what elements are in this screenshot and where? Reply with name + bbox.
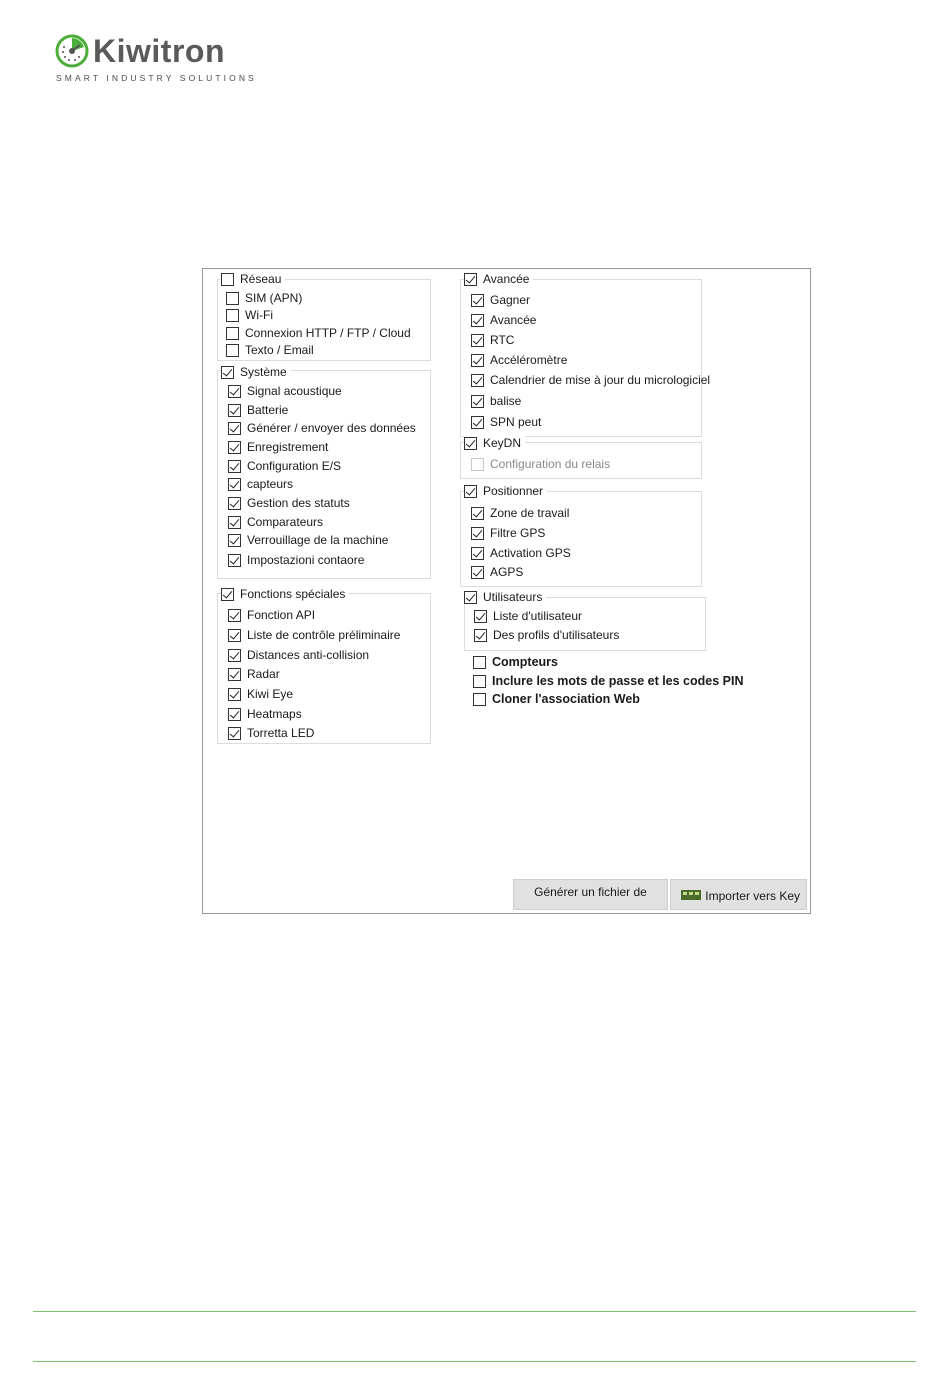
group-utilisateurs — [464, 597, 706, 651]
checkbox[interactable] — [471, 547, 484, 560]
option-inclure-mots-de-passe[interactable] — [473, 674, 744, 688]
import-to-key-button[interactable] — [670, 879, 807, 910]
option-avancee[interactable] — [471, 313, 536, 327]
option-label: Des profils d'utilisateurs — [493, 628, 620, 642]
checkbox[interactable] — [228, 554, 241, 567]
group-fonctions-header[interactable] — [221, 587, 349, 601]
option-kiwi-eye[interactable] — [228, 687, 293, 701]
checkbox[interactable] — [226, 344, 239, 357]
checkbox[interactable] — [471, 354, 484, 367]
option-fonction-api[interactable] — [228, 608, 315, 622]
option-torretta[interactable] — [228, 726, 314, 740]
option-compteurs[interactable] — [473, 655, 558, 669]
checkbox[interactable] — [471, 566, 484, 579]
option-enregistrement[interactable] — [228, 440, 328, 454]
export-settings-window — [202, 268, 811, 914]
checkbox[interactable] — [471, 416, 484, 429]
option-config-relais — [471, 457, 610, 471]
fonctions-checkbox[interactable] — [221, 588, 234, 601]
option-profils-utilisateurs[interactable] — [474, 628, 619, 642]
avancee-label: Avancée — [483, 272, 530, 286]
option-label: Comparateurs — [247, 515, 324, 529]
checkbox[interactable] — [226, 292, 239, 305]
checkbox[interactable] — [228, 649, 241, 662]
group-systeme-header[interactable] — [221, 365, 291, 379]
generate-file-label: Générer un fichier de — [534, 885, 647, 899]
option-label: Kiwi Eye — [247, 687, 294, 701]
key-device-icon — [681, 889, 701, 901]
option-label: Configuration du relais — [490, 457, 611, 471]
option-liste-utilisateur[interactable] — [474, 609, 582, 623]
option-liste-controle[interactable] — [228, 628, 400, 642]
systeme-label: Système — [240, 365, 287, 379]
group-utilisateurs-header[interactable] — [464, 590, 546, 604]
option-label: SPN peut — [490, 415, 542, 429]
option-radar[interactable] — [228, 667, 280, 681]
option-label: Fonction API — [247, 608, 316, 622]
option-calendrier[interactable] — [471, 373, 710, 387]
option-label: Avancée — [490, 313, 537, 327]
option-label: Connexion HTTP / FTP / Cloud — [245, 326, 411, 340]
group-systeme — [217, 370, 431, 579]
checkbox[interactable] — [228, 404, 241, 417]
reseau-checkbox[interactable] — [221, 273, 234, 286]
group-reseau-header[interactable] — [221, 272, 285, 286]
group-positionner-header[interactable] — [464, 484, 547, 498]
checkbox[interactable] — [228, 497, 241, 510]
checkbox[interactable] — [228, 441, 241, 454]
option-config-es[interactable] — [228, 459, 341, 473]
checkbox[interactable] — [228, 534, 241, 547]
option-label: Calendrier de mise à jour du micrologiciel — [490, 373, 711, 387]
option-distances[interactable] — [228, 648, 369, 662]
option-label: Accéléromètre — [490, 353, 568, 367]
option-label: Gestion des statuts — [247, 496, 350, 510]
keydn-checkbox[interactable] — [464, 437, 477, 450]
keydn-label: KeyDN — [483, 436, 522, 450]
brand-name: Kiwitron — [93, 33, 225, 69]
option-label: Inclure les mots de passe et les codes PIN — [492, 674, 744, 688]
checkbox[interactable] — [226, 309, 239, 322]
checkbox[interactable] — [471, 527, 484, 540]
option-label: Texto / Email — [245, 343, 314, 357]
option-label: Activation GPS — [490, 546, 571, 560]
option-label: RTC — [490, 333, 515, 347]
checkbox[interactable] — [471, 334, 484, 347]
checkbox[interactable] — [228, 609, 241, 622]
checkbox[interactable] — [228, 460, 241, 473]
option-label: Liste de contrôle préliminaire — [247, 628, 401, 642]
kiwitron-logo — [55, 33, 255, 85]
footer-divider-top — [33, 1311, 916, 1312]
option-verrouillage[interactable] — [228, 533, 388, 547]
reseau-label: Réseau — [240, 272, 282, 286]
checkbox[interactable] — [228, 516, 241, 529]
option-label: Distances anti-collision — [247, 648, 370, 662]
option-heatmaps[interactable] — [228, 707, 302, 721]
group-avancee-header[interactable] — [464, 272, 533, 286]
checkbox[interactable] — [226, 327, 239, 340]
option-balise[interactable] — [471, 394, 521, 408]
checkbox[interactable] — [228, 385, 241, 398]
checkbox[interactable] — [471, 395, 484, 408]
option-label: Verrouillage de la machine — [247, 533, 389, 547]
option-label: balise — [490, 394, 522, 408]
kiwi-logo-icon — [55, 34, 89, 68]
checkbox — [471, 458, 484, 471]
option-filtre-gps[interactable] — [471, 526, 545, 540]
option-label: capteurs — [247, 477, 294, 491]
option-label: Heatmaps — [247, 707, 302, 721]
option-label: Liste d'utilisateur — [493, 609, 583, 623]
checkbox[interactable] — [228, 668, 241, 681]
checkbox[interactable] — [473, 656, 486, 669]
option-batterie[interactable] — [228, 403, 288, 417]
option-signal[interactable] — [228, 384, 342, 398]
positionner-checkbox[interactable] — [464, 485, 477, 498]
option-rtc[interactable] — [471, 333, 514, 347]
positionner-label: Positionner — [483, 484, 544, 498]
import-to-key-label: Importer vers Key — [705, 889, 800, 903]
option-label: Batterie — [247, 403, 289, 417]
option-label: Cloner l'association Web — [492, 692, 640, 706]
option-label: AGPS — [490, 565, 524, 579]
option-label: Configuration E/S — [247, 459, 342, 473]
option-label: Zone de travail — [490, 506, 570, 520]
option-label: Signal acoustique — [247, 384, 342, 398]
option-sim-apn[interactable] — [226, 291, 302, 305]
footer-divider-bottom — [33, 1361, 916, 1362]
checkbox[interactable] — [228, 727, 241, 740]
option-label: Torretta LED — [247, 726, 315, 740]
brand-tagline: SMART INDUSTRY SOLUTIONS — [56, 73, 257, 83]
group-keydn-header[interactable] — [464, 436, 525, 450]
checkbox[interactable] — [228, 422, 241, 435]
option-label: Impostazioni contaore — [247, 553, 365, 567]
option-activation-gps[interactable] — [471, 546, 571, 560]
checkbox[interactable] — [228, 708, 241, 721]
option-accelerometre[interactable] — [471, 353, 567, 367]
option-agps[interactable] — [471, 565, 523, 579]
option-cloner-association[interactable] — [473, 692, 640, 706]
generate-file-button[interactable] — [513, 879, 668, 910]
option-label: SIM (APN) — [245, 291, 303, 305]
checkbox[interactable] — [228, 478, 241, 491]
option-label: Wi-Fi — [245, 308, 273, 322]
option-label: Compteurs — [492, 655, 558, 669]
option-comparateurs[interactable] — [228, 515, 323, 529]
checkbox[interactable] — [471, 294, 484, 307]
option-spn-peut[interactable] — [471, 415, 541, 429]
option-zone-travail[interactable] — [471, 506, 569, 520]
utilisateurs-checkbox[interactable] — [464, 591, 477, 604]
checkbox[interactable] — [473, 693, 486, 706]
option-gestion-statuts[interactable] — [228, 496, 350, 510]
checkbox[interactable] — [471, 314, 484, 327]
option-impostazioni[interactable] — [228, 553, 364, 567]
checkbox[interactable] — [474, 610, 487, 623]
checkbox[interactable] — [228, 688, 241, 701]
option-label: Générer / envoyer des données — [247, 421, 416, 435]
utilisateurs-label: Utilisateurs — [483, 590, 543, 604]
checkbox[interactable] — [471, 374, 484, 387]
option-texto[interactable] — [226, 343, 314, 357]
avancee-checkbox[interactable] — [464, 273, 477, 286]
checkbox[interactable] — [228, 629, 241, 642]
checkbox[interactable] — [473, 675, 486, 688]
option-label: Gagner — [490, 293, 531, 307]
fonctions-label: Fonctions spéciales — [240, 587, 346, 601]
checkbox[interactable] — [471, 507, 484, 520]
option-gagner[interactable] — [471, 293, 530, 307]
option-label: Radar — [247, 667, 280, 681]
systeme-checkbox[interactable] — [221, 366, 234, 379]
option-label: Filtre GPS — [490, 526, 546, 540]
option-connexion[interactable] — [226, 326, 411, 340]
option-generer[interactable] — [228, 421, 416, 435]
option-wifi[interactable] — [226, 308, 273, 322]
option-label: Enregistrement — [247, 440, 329, 454]
checkbox[interactable] — [474, 629, 487, 642]
option-capteurs[interactable] — [228, 477, 293, 491]
